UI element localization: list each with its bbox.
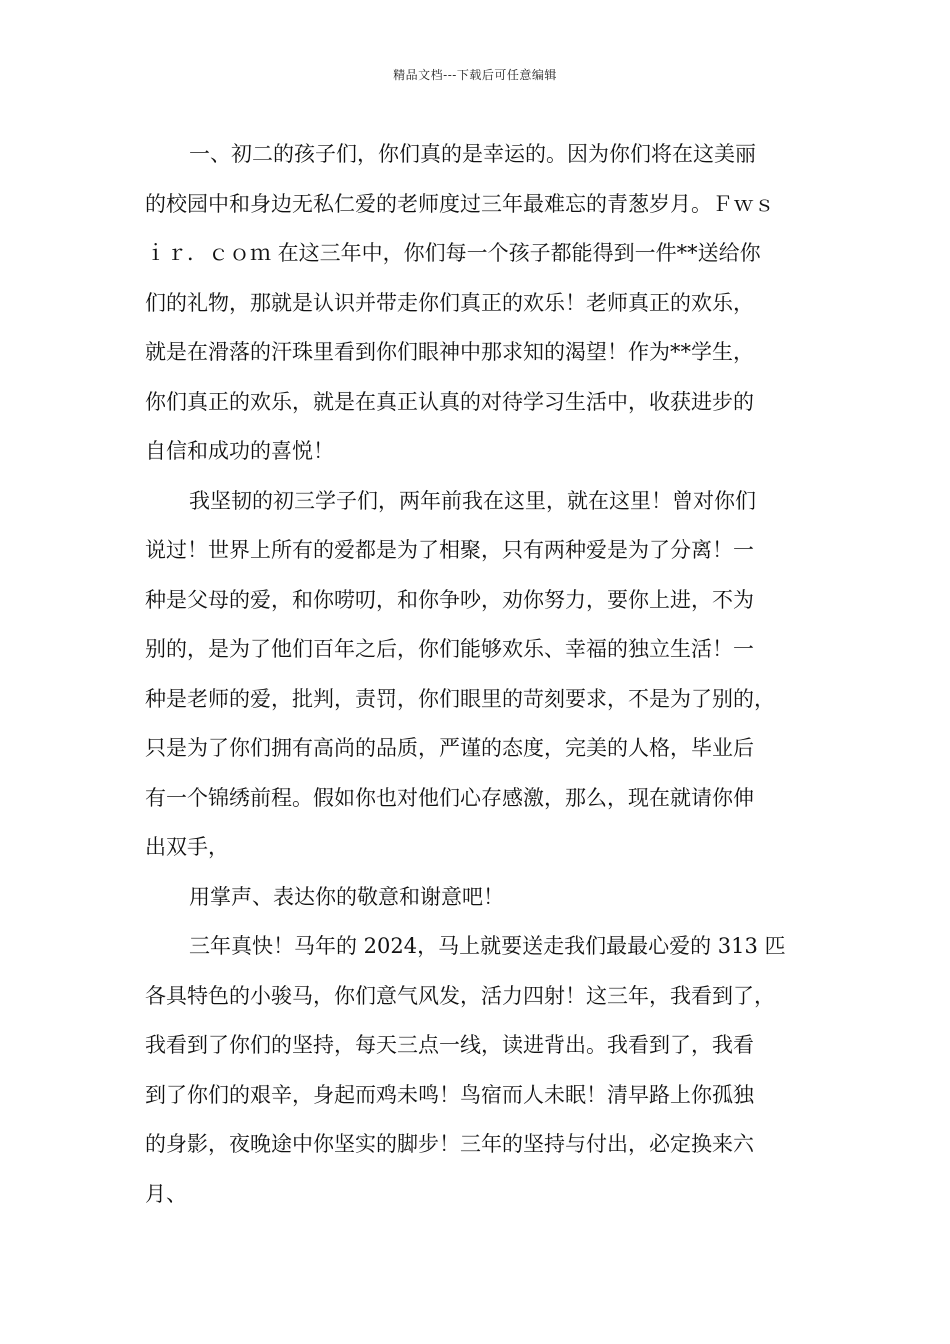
paragraph-line: 们的礼物，那就是认识并带走你们真正的欢乐！老师真正的欢乐，	[145, 290, 754, 315]
paragraph-line: ｉｒ．ｃｏｍ 在这三年中，你们每一个孩子都能得到一件**送给你	[145, 241, 761, 265]
paragraph-line: 自信和成功的喜悦！	[145, 439, 334, 463]
paragraph-line: 就是在滑落的汗珠里看到你们眼神中那求知的渴望！作为**学生，	[145, 340, 754, 364]
paragraph-line: 我看到了你们的坚持，每天三点一线，读进背出。我看到了，我看	[145, 1033, 754, 1057]
document-header: 精品文档---下载后可任意编辑	[393, 68, 557, 82]
document-body	[145, 130, 825, 1219]
paragraph-line: 别的，是为了他们百年之后，你们能够欢乐、幸福的独立生活！一	[145, 637, 754, 661]
paragraph-line: 种是父母的爱，和你唠叨，和你争吵，劝你努力，要你上进，不为	[145, 587, 754, 612]
paragraph-line: 种是老师的爱，批判，责罚，你们眼里的苛刻要求，不是为了别的，	[145, 686, 775, 711]
paragraph-line: 的校园中和身边无私仁爱的老师度过三年最难忘的青葱岁月。Ｆｗｓ	[145, 191, 775, 216]
paragraph-line: 月、	[145, 1181, 187, 1206]
paragraph-line: 的身影，夜晚途中你坚实的脚步！三年的坚持与付出，必定换来六	[145, 1132, 754, 1156]
paragraph-line: 说过！世界上所有的爱都是为了相聚，只有两种爱是为了分离！一	[145, 538, 754, 562]
paragraph-line: 出双手，	[145, 835, 229, 859]
paragraph-line: 我坚韧的初三学子们，两年前我在这里，就在这里！曾对你们	[189, 488, 756, 513]
paragraph-line: 有一个锦绣前程。假如你也对他们心存感激，那么，现在就请你伸	[145, 785, 754, 810]
paragraph-line: 你们真正的欢乐，就是在真正认真的对待学习生活中，收获进步的	[145, 389, 754, 414]
paragraph-line: 只是为了你们拥有高尚的品质，严谨的态度，完美的人格，毕业后	[145, 736, 754, 760]
paragraph-line: 到了你们的艰辛，身起而鸡未鸣！鸟宿而人未眠！清早路上你孤独	[145, 1082, 754, 1107]
paragraph-line: 各具特色的小骏马，你们意气风发，活力四射！这三年，我看到了，	[145, 983, 775, 1008]
paragraph-line: 用掌声、表达你的敬意和谢意吧！	[189, 884, 504, 909]
paragraph-line: 三年真快！马年的 2024，马上就要送走我们最最心爱的 313 匹	[189, 934, 786, 958]
paragraph-line: 一、初二的孩子们，你们真的是幸运的。因为你们将在这美丽	[189, 142, 756, 166]
